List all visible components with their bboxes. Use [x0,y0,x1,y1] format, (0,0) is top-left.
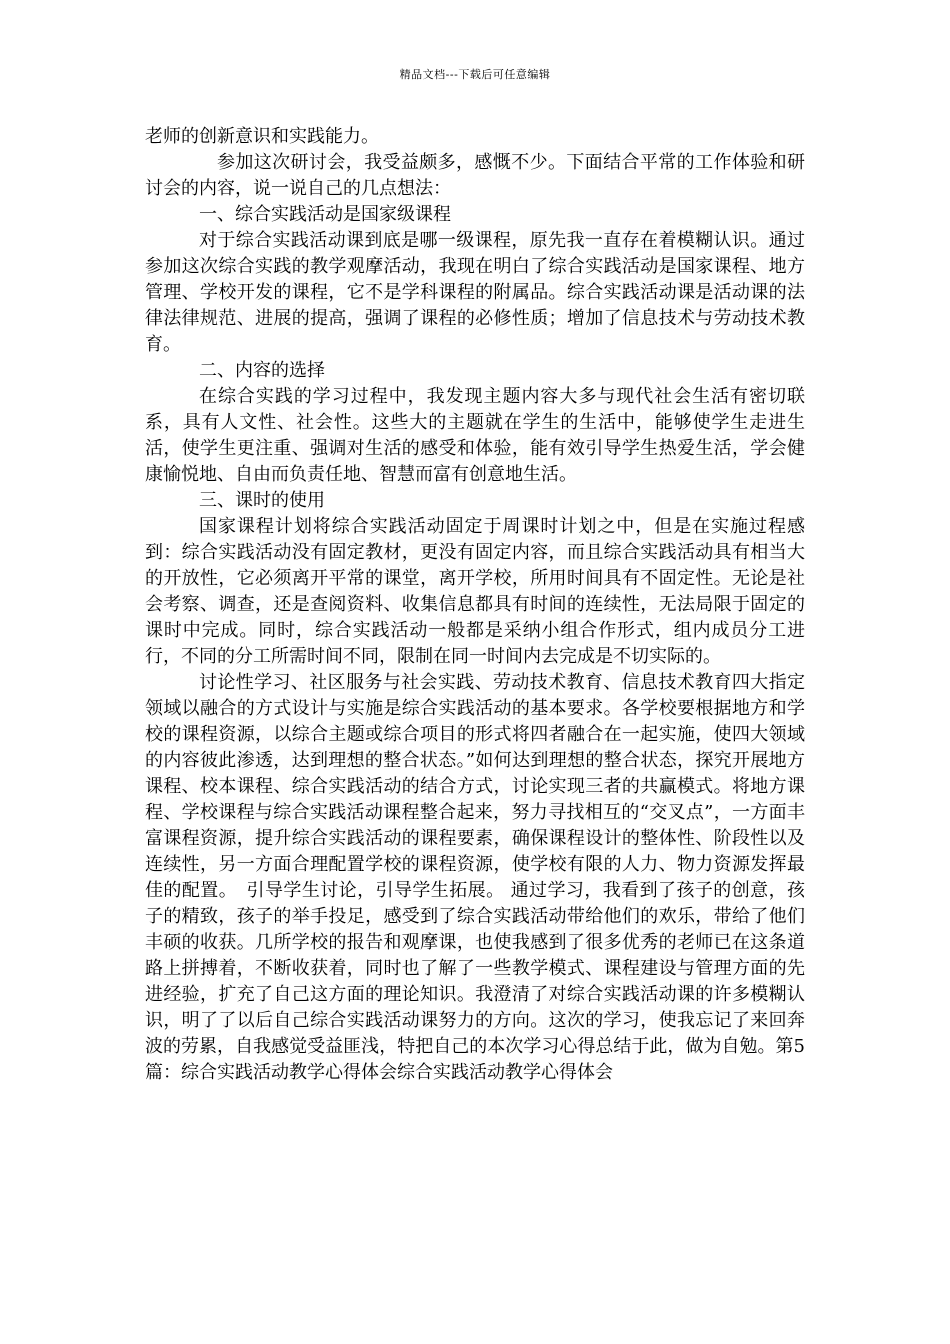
section-heading-3: 三、课时的使用 [199,490,325,511]
paragraph-integration: 讨论性学习、社区服务与社会实践、劳动技术教育、信息技术教育四大指定领域以融合的方式设计与实施是综合实践活动的基本要求。各学校要根据地方和学校的课程资源，以综合主题或综合项目的形式将四者融合在一起实施，使四大领域的内容彼此渗透，达到理想的整合状态。”如何达到理想的整合状态，探究开展地方课程、校本课程、综合实践活动的结合方式，讨论实现三者的共赢模式。将地方课程、学校课程与综合实践活动课程整合起来，努力寻找相互的“交叉点”，一方面丰富课程资源，提升综合实践活动的课程要素，确保课程设计的整体性、阶段性以及连续性，另一方面合理配置学校的课程资源，使学校有限的人力、物力资源发挥最佳的配置。 引导学生讨论，引导学生拓展。 通过学习，我看到了孩子的创意，孩子的精致，孩子的举手投足，感受到了综合实践活动带给他们的欢乐，带给了他们丰硕的收获。几所学校的报告和观摩课，也使我感到了很多优秀的老师已在这条道路上拼搏着，不断收获着，同时也了解了一些教学模式、课程建设与管理方面的先进经验，扩充了自己这方面的理论知识。我澄清了对综合实践活动课的许多模糊认识，明了了以后自己综合实践活动课努力的方向。这次的学习，使我忘记了来回奔波的劳累，自我感觉受益匪浅，特把自己的本次学习心得总结于此，做为自勉。第5篇：综合实践活动教学心得体会综合实践活动教学心得体会 [145,672,805,1083]
document-body [145,124,805,1086]
paragraph-intro: 参加这次研讨会，我受益颇多，感慨不少。下面结合平常的工作体验和研讨会的内容，说一说自己的几点想法： [145,152,805,199]
page-header: 精品文档---下载后可任意编辑 [399,68,551,81]
paragraph-section-3: 国家课程计划将综合实践活动固定于周课时计划之中，但是在实施过程感到：综合实践活动没有固定教材，更没有固定内容，而且综合实践活动具有相当大的开放性，它必须离开平常的课堂，离开学校，所用时间具有不固定性。无论是社会考察、调查，还是查阅资料、收集信息都具有时间的连续性，无法局限于固定的课时中完成。同时，综合实践活动一般都是采纳小组合作形式，组内成员分工进行，不同的分工所需时间不同，限制在同一时间内去完成是不切实际的。 [145,516,805,667]
paragraph-section-1: 对于综合实践活动课到底是哪一级课程，原先我一直存在着模糊认识。通过参加这次综合实践的教学观摩活动，我现在明白了综合实践活动是国家课程、地方管理、学校开发的课程，它不是学科课程的附属品。综合实践活动课是活动课的法律法律规范、进展的提高，强调了课程的必修性质；增加了信息技术与劳动技术教育。 [145,230,805,355]
paragraph-continuation: 老师的创新意识和实践能力。 [145,126,379,147]
section-heading-1: 一、综合实践活动是国家级课程 [199,204,451,225]
section-heading-2: 二、内容的选择 [199,360,325,381]
paragraph-section-2: 在综合实践的学习过程中，我发现主题内容大多与现代社会生活有密切联系，具有人文性、社会性。这些大的主题就在学生的生活中，能够使学生走进生活，使学生更注重、强调对生活的感受和体验，能有效引导学生热爱生活，学会健康愉悦地、自由而负责任地、智慧而富有创意地生活。 [145,386,805,485]
